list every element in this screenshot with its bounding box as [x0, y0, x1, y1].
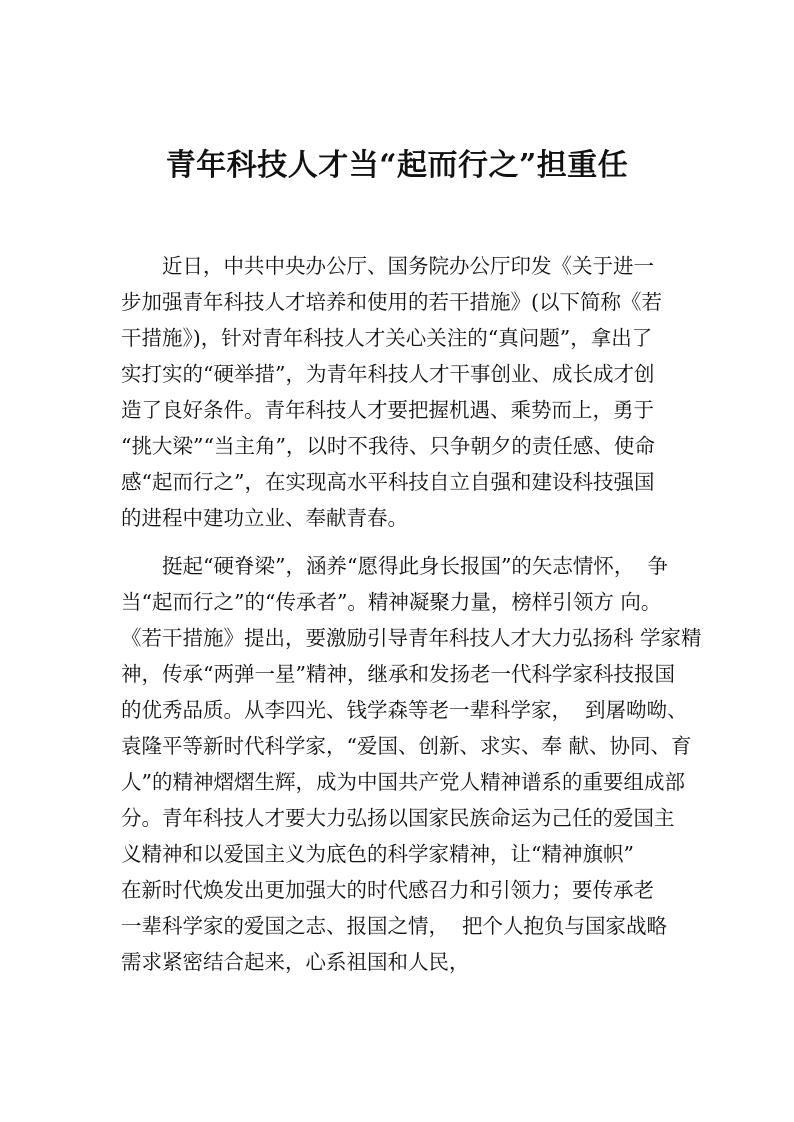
text-line: 造了良好条件。青年科技人才要把握机遇、乘势而上，勇于	[121, 398, 654, 422]
text-line: 分。青年科技人才要大力弘扬以国家民族命运为己任的爱国主	[121, 806, 675, 830]
text-line: 实打实的“硬举措”，为青年科技人才干事创业、成长成才创	[121, 362, 655, 386]
text-line: 步加强青年科技人才培养和使用的若干措施》(以下简称《若	[121, 290, 662, 314]
text-line: 在新时代焕发出更加强大的时代感召力和引领力；要传承老	[121, 878, 654, 902]
text-line: 感“起而行之”，在实现高水平科技自立自强和建设科技强国	[121, 470, 655, 494]
document-title: 青年科技人才当“起而行之”担重任	[165, 148, 629, 183]
text-line: 当“起而行之”的“传承者”。精神凝聚力量，榜样引领方 向。	[121, 590, 662, 614]
text-line: 需求紧密结合起来，心系祖国和人民，	[121, 950, 470, 974]
text-line: 的优秀品质。从李四光、钱学森等老一辈科学家， 到屠呦呦、	[121, 698, 688, 722]
text-line: 人”的精神熠熠生辉，成为中国共产党人精神谱系的重要组成部	[121, 770, 685, 794]
text-line: “挑大梁”“当主角”，以时不我待、只争朝夕的责任感、使命	[121, 434, 655, 458]
text-line: 一辈科学家的爱国之志、报国之情， 把个人抱负与国家战略	[121, 914, 668, 938]
text-line: 义精神和以爱国主义为底色的科学家精神，让“精神旗帜”	[121, 842, 634, 866]
text-line: 的进程中建功立业、奉献青春。	[121, 506, 408, 530]
text-line: 神，传承“两弹一星”精神，继承和发扬老一代科学家科技报国	[121, 662, 675, 686]
text-line: 近日，中共中央办公厅、国务院办公厅印发《关于进一	[121, 254, 654, 278]
text-line: 袁隆平等新时代科学家，“爱国、创新、求实、奉 献、协同、育	[121, 734, 692, 758]
text-line: 挺起“硬脊梁”，涵养“愿得此身长报国”的矢志情怀， 争	[121, 554, 668, 578]
text-line: 《若干措施》提出，要激励引导青年科技人才大力弘扬科 学家精	[121, 626, 702, 650]
text-line: 干措施》)，针对青年科技人才关心关注的“真问题”，拿出了	[121, 326, 653, 350]
